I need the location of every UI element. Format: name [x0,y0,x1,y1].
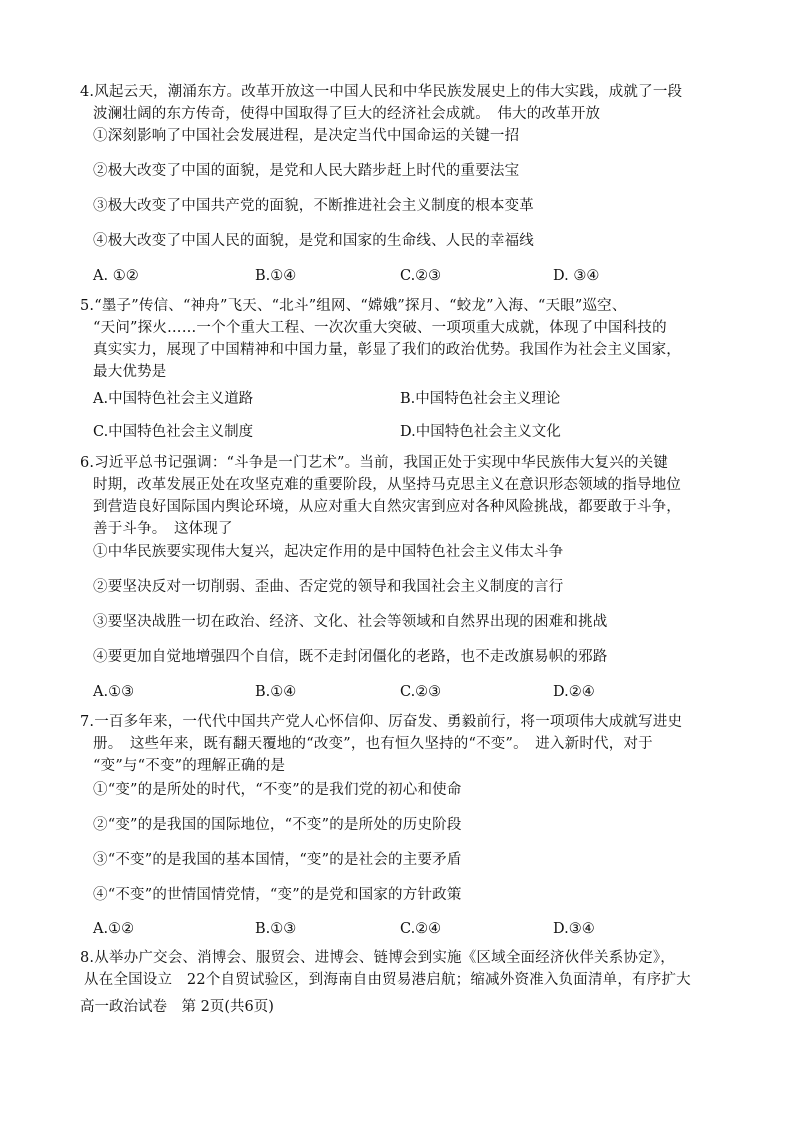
q5-option-c: C.中国特色社会主义制度 [93,424,254,440]
q6-option-a: A.①③ [93,684,135,700]
q6-stem-line-4: 善于斗争。 这体现了 [93,521,233,537]
q7-item-3: ③“不变”的是我国的基本国情，“变”的是社会的主要矛盾 [93,852,462,868]
q8-stem-line-1: 8.从举办广交会、消博会、服贸会、进博会、链博会到实施《区域全面经济伙伴关系协定》， [80,950,675,966]
q4-option-a: A. ①② [93,268,139,284]
q6-option-b: B.①④ [255,684,297,700]
q5-stem-line-3: 真实实力，展现了中国精神和中国力量，彰显了我们的政治优势。我国作为社会主义国家， [93,342,681,358]
q7-item-2: ②“变”的是我国的国际地位，“不变”的是所处的历史阶段 [93,817,462,833]
q7-item-1: ①“变”的是所处的时代，“不变”的是我们党的初心和使命 [93,782,462,798]
q7-option-d: D.③④ [553,921,595,937]
q5-option-d: D.中国特色社会主义文化 [400,424,561,440]
q5-option-b: B.中国特色社会主义理论 [400,391,561,407]
q6-item-3: ③要坚决战胜一切在政治、经济、文化、社会等领域和自然界出现的困难和挑战 [93,614,608,630]
q6-item-2: ②要坚决反对一切削弱、歪曲、否定党的领导和我国社会主义制度的言行 [93,579,564,595]
q4-item-4: ④极大改变了中国人民的面貌，是党和国家的生命线、人民的幸福线 [93,233,534,249]
q6-item-1: ①中华民族要实现伟大复兴，起决定作用的是中国特色社会主义伟太斗争 [93,544,564,560]
q5-stem-line-4: 最大优势是 [93,364,167,380]
page-footer: 高一政治试卷 第 2页(共6页) [80,999,274,1015]
q6-option-d: D.②④ [553,684,595,700]
q4-option-b: B.①④ [255,268,297,284]
q6-stem-line-2: 时期，改革发展正处在攻坚克难的重要阶段，从坚持马克思主义在意识形态领域的指导地位 [93,477,681,493]
q8-stem-line-2: 从在全国设立 22个自贸试验区，到海南自由贸易港启航；缩减外资准入负面清单，有序扩大 [84,972,691,988]
q7-stem-line-2: 册。 这些年来，既有翻天覆地的“改变”，也有恒久坚持的“不变”。 进入新时代，对于 [93,736,653,752]
q6-option-c: C.②③ [400,684,442,700]
q4-item-2: ②极大改变了中国的面貌，是党和人民大踏步赶上时代的重要法宝 [93,163,520,179]
q6-stem-line-1: 6.习近平总书记强调：“斗争是一门艺术”。当前，我国正处于实现中华民族伟大复兴的关键 [80,455,669,471]
q7-option-a: A.①② [93,921,135,937]
q4-option-d: D. ③④ [553,268,600,284]
q5-option-a: A.中国特色社会主义道路 [93,391,254,407]
q7-stem-line-3: “变”与“不变”的理解正确的是 [93,758,286,774]
q4-stem-line-1: 4.风起云天，潮涌东方。改革开放这一中国人民和中华民族发展史上的伟大实践，成就了一段 [80,84,683,100]
q4-stem-line-2: 波澜壮阔的东方传奇，使得中国取得了巨大的经济社会成就。 伟大的改革开放 [93,106,601,122]
q7-option-b: B.①③ [255,921,297,937]
q5-stem-line-1: 5.“墨子”传信、“神舟”飞天、“北斗”组网、“嫦娥”探月、“蛟龙”入海、“天眼”巡空、 [80,298,627,314]
q5-stem-line-2: “天问”探火……一个个重大工程、一次次重大突破、一项项重大成就，体现了中国科技的 [93,320,667,336]
q4-item-1: ①深刻影响了中国社会发展进程，是决定当代中国命运的关键一招 [93,128,520,144]
q7-option-c: C.②④ [400,921,442,937]
q7-stem-line-1: 7.一百多年来，一代代中国共产党人心怀信仰、厉奋发、勇毅前行，将一项项伟大成就写进史 [80,714,683,730]
q7-item-4: ④“不变”的世情国情党情，“变”的是党和国家的方针政策 [93,887,462,903]
q6-stem-line-3: 到营造良好国际国内舆论环境，从应对重大自然灾害到应对各种风险挑战，都要敢于斗争， [93,499,681,515]
q4-item-3: ③极大改变了中国共产党的面貌，不断推进社会主义制度的根本变革 [93,198,534,214]
q4-option-c: C.②③ [400,268,442,284]
q6-item-4: ④要更加自觉地增强四个自信，既不走封闭僵化的老路，也不走改旗易帜的邪路 [93,649,608,665]
